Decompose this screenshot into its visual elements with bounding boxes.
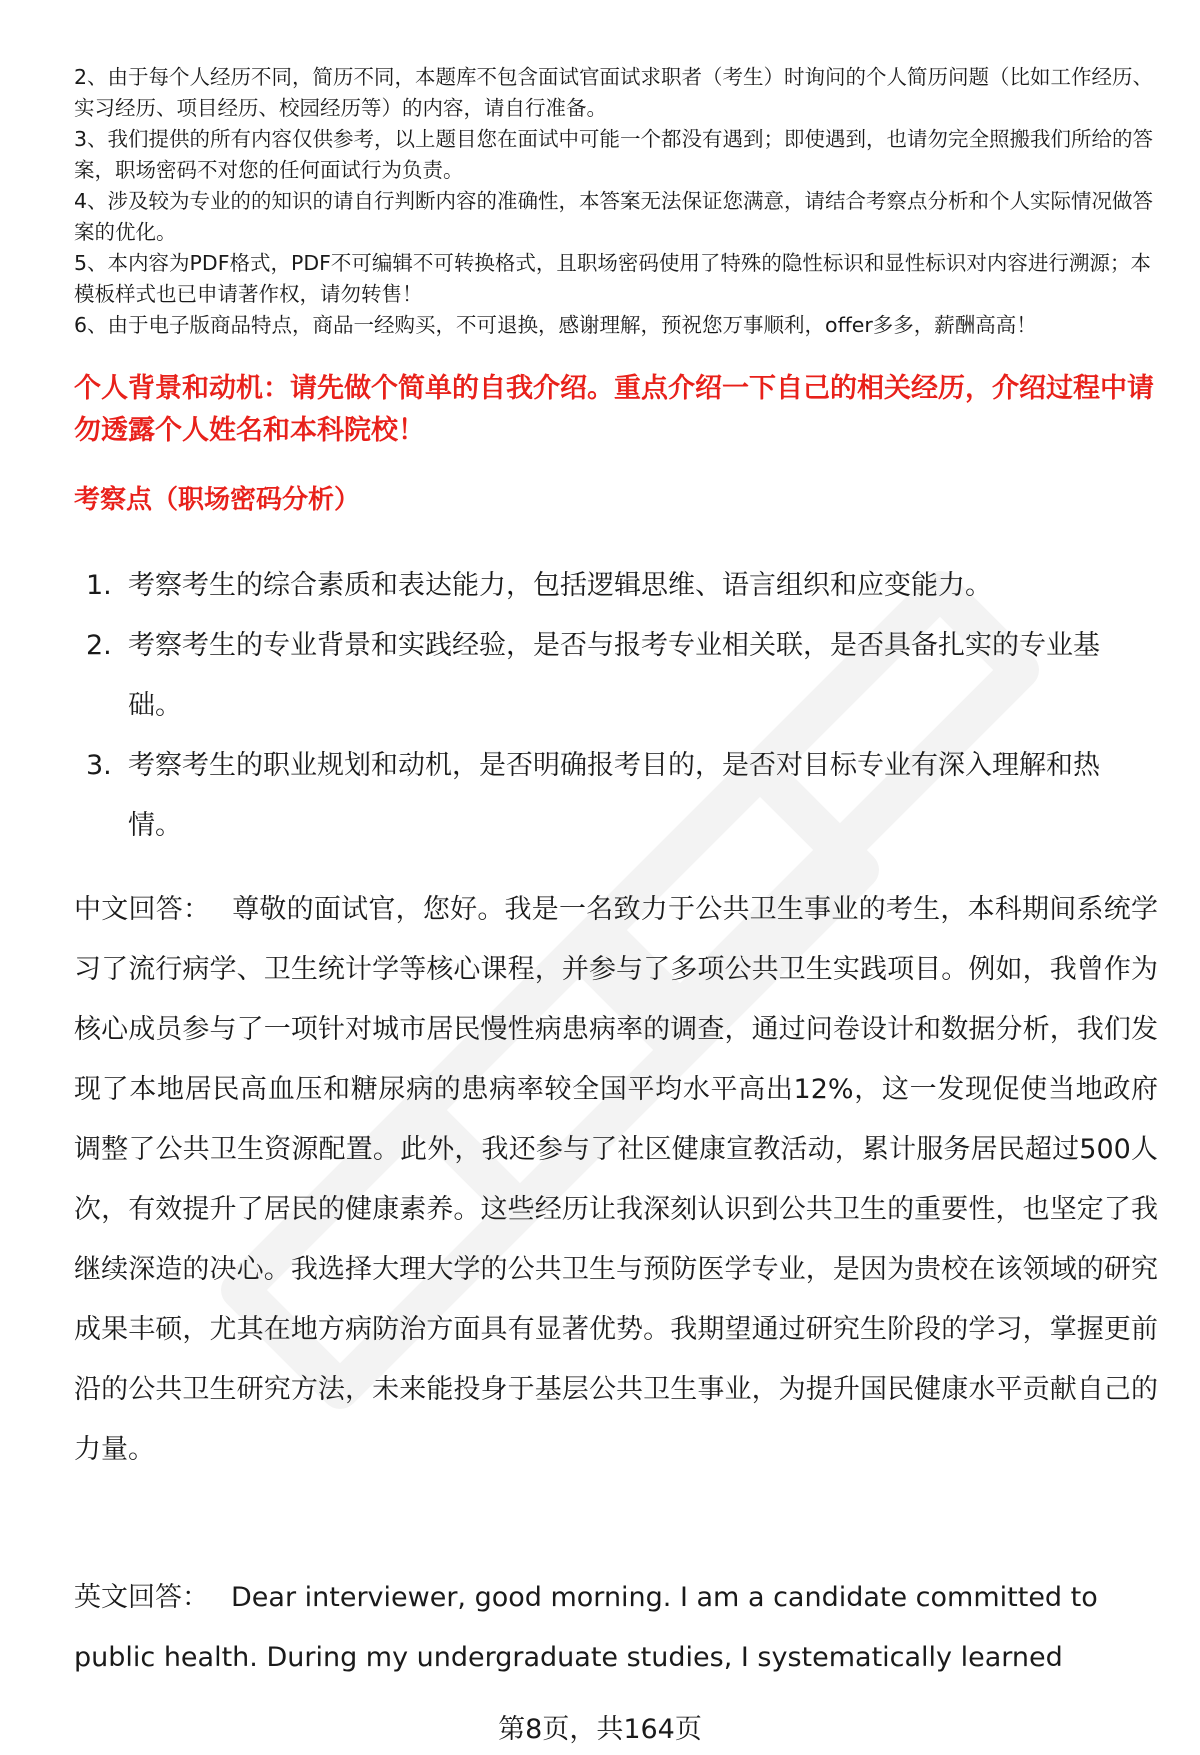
chinese-answer-label: 中文回答： xyxy=(74,894,211,925)
chinese-answer-text: 尊敬的面试官，您好。我是一名致力于公共卫生事业的考生，本科期间系统学习了流行病学、卫生统计学等核心课程，并参与了多项公共卫生实践项目。例如，我曾作为核心成员参与了一项针对城市居民慢性病患病率的调查，通过问卷设计和数据分析，我们发现了本地居民高血压和糖尿病的患病率较全国平均水平高出12%，这一发现促使当地政府调整了公共卫生资源配置。此外，我还参与了社区健康宣教活动，累计服务居民超过500人次，有效提升了居民的健康素养。这些经历让我深刻认识到公共卫生的重要性，也坚定了我继续深造的决心。我选择大理大学的公共卫生与预防医学专业，是因为贵校在该领域的研究成果丰硕，尤其在地方病防治方面具有显著优势。我期望通过研究生阶段的学习，掌握更前沿的公共卫生研究方法，未来能投身于基层公共卫生事业，为提升国民健康水平贡献自己的力量。 xyxy=(74,894,1159,1465)
english-answer-text: Dear interviewer, good morning. I am a candidate committed to public health. During my undergraduate studies, I systematically learned xyxy=(74,1582,1098,1673)
page-number-footer: 第8页，共164页 xyxy=(498,1714,702,1745)
note-item: 6、由于电子版商品特点，商品一经购买，不可退换，感谢理解，预祝您万事顺利，offer多多，薪酬高高！ xyxy=(74,313,1037,337)
analysis-point xyxy=(86,556,1166,616)
point-text: 考察考生的专业背景和实践经验，是否与报考专业相关联，是否具备扎实的专业基础。 xyxy=(128,630,1100,721)
chinese-answer xyxy=(74,880,1158,1480)
point-number: 1. xyxy=(86,570,112,601)
point-text: 考察考生的职业规划和动机，是否明确报考目的，是否对目标专业有深入理解和热情。 xyxy=(128,750,1100,841)
analysis-point xyxy=(86,616,1166,736)
note-item: 3、我们提供的所有内容仅供参考，以上题目您在面试中可能一个都没有遇到；即使遇到，也请勿完全照搬我们所给的答案，职场密码不对您的任何面试行为负责。 xyxy=(74,127,1154,182)
note-item: 2、由于每个人经历不同，简历不同，本题库不包含面试官面试求职者（考生）时询问的个人简历问题（比如工作经历、实习经历、项目经历、校园经历等）的内容，请自行准备。 xyxy=(74,65,1154,120)
analysis-point xyxy=(86,736,1166,856)
point-number: 3. xyxy=(86,750,112,781)
analysis-title: 考察点（职场密码分析） xyxy=(74,485,361,515)
analysis-points-list xyxy=(86,556,1166,856)
english-answer-label: 英文回答： xyxy=(74,1582,209,1613)
note-item: 5、本内容为PDF格式，PDF不可编辑不可转换格式，且职场密码使用了特殊的隐性标识和显性标识对内容进行溯源；本模板样式也已申请著作权，请勿转售！ xyxy=(74,251,1151,306)
question-heading: 个人背景和动机：请先做个简单的自我介绍。重点介绍一下自己的相关经历，介绍过程中请勿透露个人姓名和本科院校！ xyxy=(74,373,1154,446)
point-text: 考察考生的综合素质和表达能力，包括逻辑思维、语言组织和应变能力。 xyxy=(128,570,992,601)
note-item: 4、涉及较为专业的的知识的请自行判断内容的准确性，本答案无法保证您满意，请结合考察点分析和个人实际情况做答案的优化。 xyxy=(74,189,1154,244)
english-answer xyxy=(74,1568,1158,1688)
disclaimer-notes xyxy=(74,62,1154,341)
point-number: 2. xyxy=(86,630,112,661)
